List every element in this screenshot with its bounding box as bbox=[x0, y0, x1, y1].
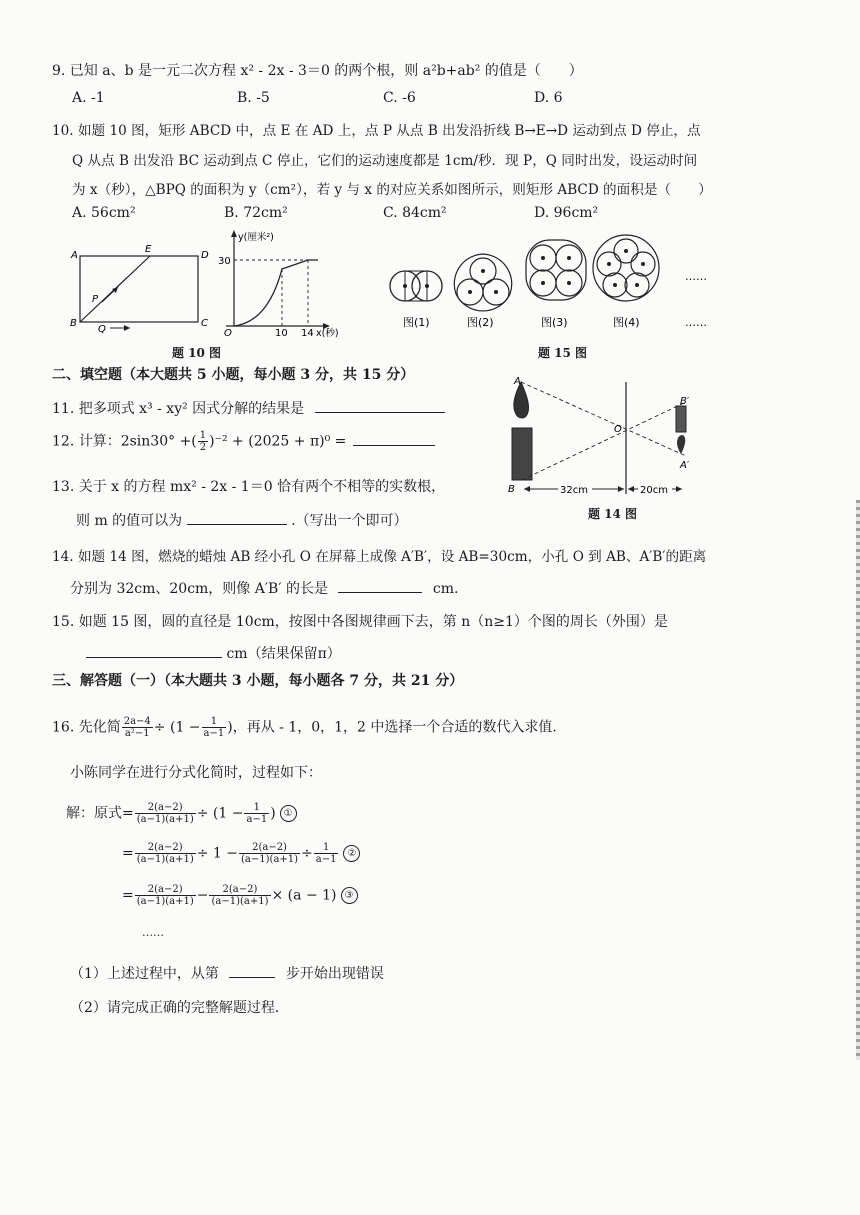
s2-num-c: 1 bbox=[314, 842, 339, 854]
q16-frac2-num: 1 bbox=[202, 716, 227, 728]
q16-solution-line2 bbox=[122, 842, 360, 865]
figure-14-caption: 题 14 图 bbox=[588, 507, 638, 521]
q13-line2-a: 则 m 的值可以为 bbox=[76, 513, 183, 529]
q16-frac2-den: a−1 bbox=[203, 728, 225, 739]
fig14-label-ap: A′ bbox=[680, 460, 690, 471]
s2-eq: = bbox=[122, 845, 134, 862]
figure-10-caption: 题 10 图 bbox=[172, 346, 222, 360]
s3-den-a: (a−1)(a+1) bbox=[136, 896, 194, 907]
graph-curve bbox=[234, 260, 318, 326]
q12 bbox=[52, 430, 435, 453]
figure-15-caption: 题 15 图 bbox=[538, 346, 588, 360]
candle-body bbox=[512, 428, 532, 480]
s2-num-a: 2(a−2) bbox=[135, 842, 196, 854]
q12-fraction bbox=[198, 430, 208, 453]
q16-solution-line3 bbox=[122, 884, 358, 907]
s2-mid2: ÷ bbox=[301, 845, 313, 862]
graph-xtick-10: 10 bbox=[275, 328, 288, 339]
label-e: E bbox=[145, 244, 152, 255]
s2-num-b: 2(a−2) bbox=[239, 842, 300, 854]
q16-frac1 bbox=[122, 716, 153, 739]
q13-answer-blank[interactable] bbox=[187, 510, 287, 525]
fig15-pattern-1 bbox=[390, 271, 442, 301]
graph-xtick-14: 14 bbox=[301, 328, 314, 339]
q12-frac-den: 2 bbox=[199, 442, 207, 453]
q10-option-b: B. 72cm² bbox=[224, 205, 288, 221]
q14-line2-a: 分别为 32cm、20cm，则像 A′B′ 的长是 bbox=[70, 581, 328, 597]
fig15-pattern-4 bbox=[593, 235, 659, 301]
q12-prefix: 12. 计算：2sin30° +( bbox=[52, 433, 197, 450]
fig14-label-b: B bbox=[508, 484, 515, 495]
q13-line1: 13. 关于 x 的方程 mx² - 2x - 1＝0 恰有两个不相等的实数根， bbox=[52, 479, 446, 495]
label-b: B bbox=[70, 318, 77, 329]
label-p: P bbox=[92, 294, 99, 305]
s3-num-b: 2(a−2) bbox=[209, 884, 270, 896]
q14-answer-blank[interactable] bbox=[338, 578, 422, 593]
s1-den: (a−1)(a+1) bbox=[136, 814, 194, 825]
label-d: D bbox=[201, 250, 209, 261]
q16-sub1-a: （1）上述过程中，从第 bbox=[70, 966, 219, 982]
q11-text: 11. 把多项式 x³ - xy² 因式分解的结果是 bbox=[52, 401, 305, 417]
q14-line1: 14. 如题 14 图，燃烧的蜡烛 AB 经小孔 O 在屏幕上成像 A′B′，设 AB=30cm，小孔 O 到 AB、A′B′的距离 bbox=[52, 549, 707, 565]
q16-ellipsis: …… bbox=[142, 926, 164, 939]
q10-option-c: C. 84cm² bbox=[383, 205, 447, 221]
graph-ylabel: y(厘米²) bbox=[238, 232, 274, 243]
figure-14 bbox=[500, 372, 700, 502]
fig15-label-4: 图(4) bbox=[613, 316, 640, 329]
s3-eq: = bbox=[122, 887, 134, 904]
q16-sub1-b: 步开始出现错误 bbox=[285, 966, 384, 982]
q16-frac2 bbox=[202, 716, 227, 739]
q16-mid: ÷ (1 − bbox=[153, 719, 201, 736]
section-3-title: 三、解答题（一）（本大题共 3 小题，每小题各 7 分，共 21 分） bbox=[52, 673, 464, 689]
fig15-label-1: 图(1) bbox=[403, 316, 430, 329]
s2-den-a: (a−1)(a+1) bbox=[136, 854, 194, 865]
image-body bbox=[676, 406, 686, 432]
q14-line2 bbox=[70, 578, 458, 598]
q12-answer-blank[interactable] bbox=[353, 431, 435, 446]
figure-15 bbox=[385, 222, 725, 332]
s1-f2-num: 1 bbox=[244, 802, 269, 814]
q16-intro: 小陈同学在进行分式化简时，过程如下： bbox=[70, 765, 322, 781]
q11 bbox=[52, 398, 445, 418]
s3-end: × (a − 1) bbox=[271, 887, 337, 904]
q9-option-d: D. 6 bbox=[534, 90, 563, 106]
q9-option-c: C. -6 bbox=[383, 90, 416, 106]
q9-option-b: B. -5 bbox=[237, 90, 270, 106]
s1-mid: ÷ (1 − bbox=[196, 805, 244, 822]
graph-xlabel: x(秒) bbox=[316, 328, 339, 339]
q15-line1: 15. 如题 15 图，圆的直径是 10cm，按图中各图规律画下去，第 n（n≥1）个图的周长（外围）是 bbox=[52, 614, 668, 630]
figure-10 bbox=[58, 222, 358, 362]
s1-num: 2(a−2) bbox=[135, 802, 196, 814]
q10-option-a: A. 56cm² bbox=[72, 205, 136, 221]
s3-num-a: 2(a−2) bbox=[135, 884, 196, 896]
q14-line2-b: cm. bbox=[432, 581, 459, 597]
fig15-pattern-2 bbox=[454, 254, 511, 311]
fig15-dots-bottom: …… bbox=[685, 316, 707, 329]
q10-option-d: D. 96cm² bbox=[534, 205, 599, 221]
fig14-dist-20: 20cm bbox=[640, 485, 668, 496]
fig14-dist-32: 32cm bbox=[560, 485, 588, 496]
s3-den-b: (a−1)(a+1) bbox=[211, 896, 269, 907]
q15-line2 bbox=[86, 643, 341, 663]
q11-answer-blank[interactable] bbox=[315, 398, 445, 413]
fig15-pattern-3 bbox=[526, 240, 586, 300]
image-flame bbox=[677, 435, 685, 454]
q10-line3: 为 x（秒），△BPQ 的面积为 y（cm²），若 y 与 x 的对应关系如图所示，则矩形 ABCD 的面积是（ ） bbox=[72, 182, 712, 198]
q12-frac-num: 1 bbox=[199, 430, 207, 441]
s2-den-c: a−1 bbox=[315, 854, 337, 865]
q9-text: 9. 已知 a、b 是一元二次方程 x² - 2x - 3＝0 的两个根，则 a²b+ab² 的值是（ ） bbox=[52, 63, 583, 79]
step-mark-3: ③ bbox=[341, 887, 358, 904]
fig15-label-3: 图(3) bbox=[541, 316, 568, 329]
q13-line2-b: .（写出一个即可） bbox=[291, 513, 408, 529]
q16-frac1-num: 2a−4 bbox=[123, 716, 151, 727]
q12-exp: )⁻² + (2025 + π)⁰ = bbox=[209, 433, 347, 450]
q15-line2-text: cm（结果保留π） bbox=[226, 646, 341, 662]
s2-mid1: ÷ 1 − bbox=[196, 845, 239, 862]
q13-line2 bbox=[76, 510, 408, 530]
fig14-label-a: A bbox=[514, 376, 521, 387]
fig15-dots-top: …… bbox=[685, 270, 707, 283]
step-mark-1: ① bbox=[280, 805, 297, 822]
q16-prefix: 16. 先化简 bbox=[52, 719, 121, 736]
q16-sub1 bbox=[70, 963, 384, 983]
q16-suffix: )，再从 - 1，0，1，2 中选择一个合适的数代入求值． bbox=[227, 719, 567, 736]
s1-end: ) bbox=[270, 805, 276, 822]
fig14-label-bp: B′ bbox=[680, 396, 690, 407]
q9-option-a: A. -1 bbox=[72, 90, 105, 106]
q16-frac1-den: a²−1 bbox=[124, 728, 150, 739]
q10-line2: Q 从点 B 出发沿 BC 运动到点 C 停止，它们的运动速度都是 1cm/秒．现 P，Q 同时出发，设运动时间 bbox=[72, 153, 698, 169]
q16-sub2: （2）请完成正确的完整解题过程． bbox=[70, 1000, 289, 1016]
graph-origin: O bbox=[224, 328, 232, 339]
label-a: A bbox=[71, 250, 78, 261]
label-q: Q bbox=[98, 324, 106, 335]
q16-statement bbox=[52, 716, 566, 739]
graph-ytick-30: 30 bbox=[218, 256, 231, 267]
fig15-label-2: 图(2) bbox=[467, 316, 494, 329]
fig14-label-o: O bbox=[614, 424, 622, 435]
s1-f2-den: a−1 bbox=[246, 814, 268, 825]
s3-mid: − bbox=[196, 887, 209, 904]
q16-sol-label: 解：原式= bbox=[66, 805, 134, 822]
section-2-title: 二、填空题（本大题共 5 小题，每小题 3 分，共 15 分） bbox=[52, 367, 415, 383]
q16-sub1-blank[interactable] bbox=[229, 963, 275, 978]
q10-line1: 10. 如题 10 图，矩形 ABCD 中，点 E 在 AD 上，点 P 从点 B 出发沿折线 B→E→D 运动到点 D 停止，点 bbox=[52, 123, 701, 139]
scan-edge-shadow bbox=[856, 500, 860, 1060]
label-c: C bbox=[201, 318, 208, 329]
q15-answer-blank[interactable] bbox=[86, 643, 222, 658]
candle-flame bbox=[514, 382, 529, 418]
s2-den-b: (a−1)(a+1) bbox=[241, 854, 299, 865]
step-mark-2: ② bbox=[343, 845, 360, 862]
q16-solution-line1 bbox=[66, 802, 297, 825]
